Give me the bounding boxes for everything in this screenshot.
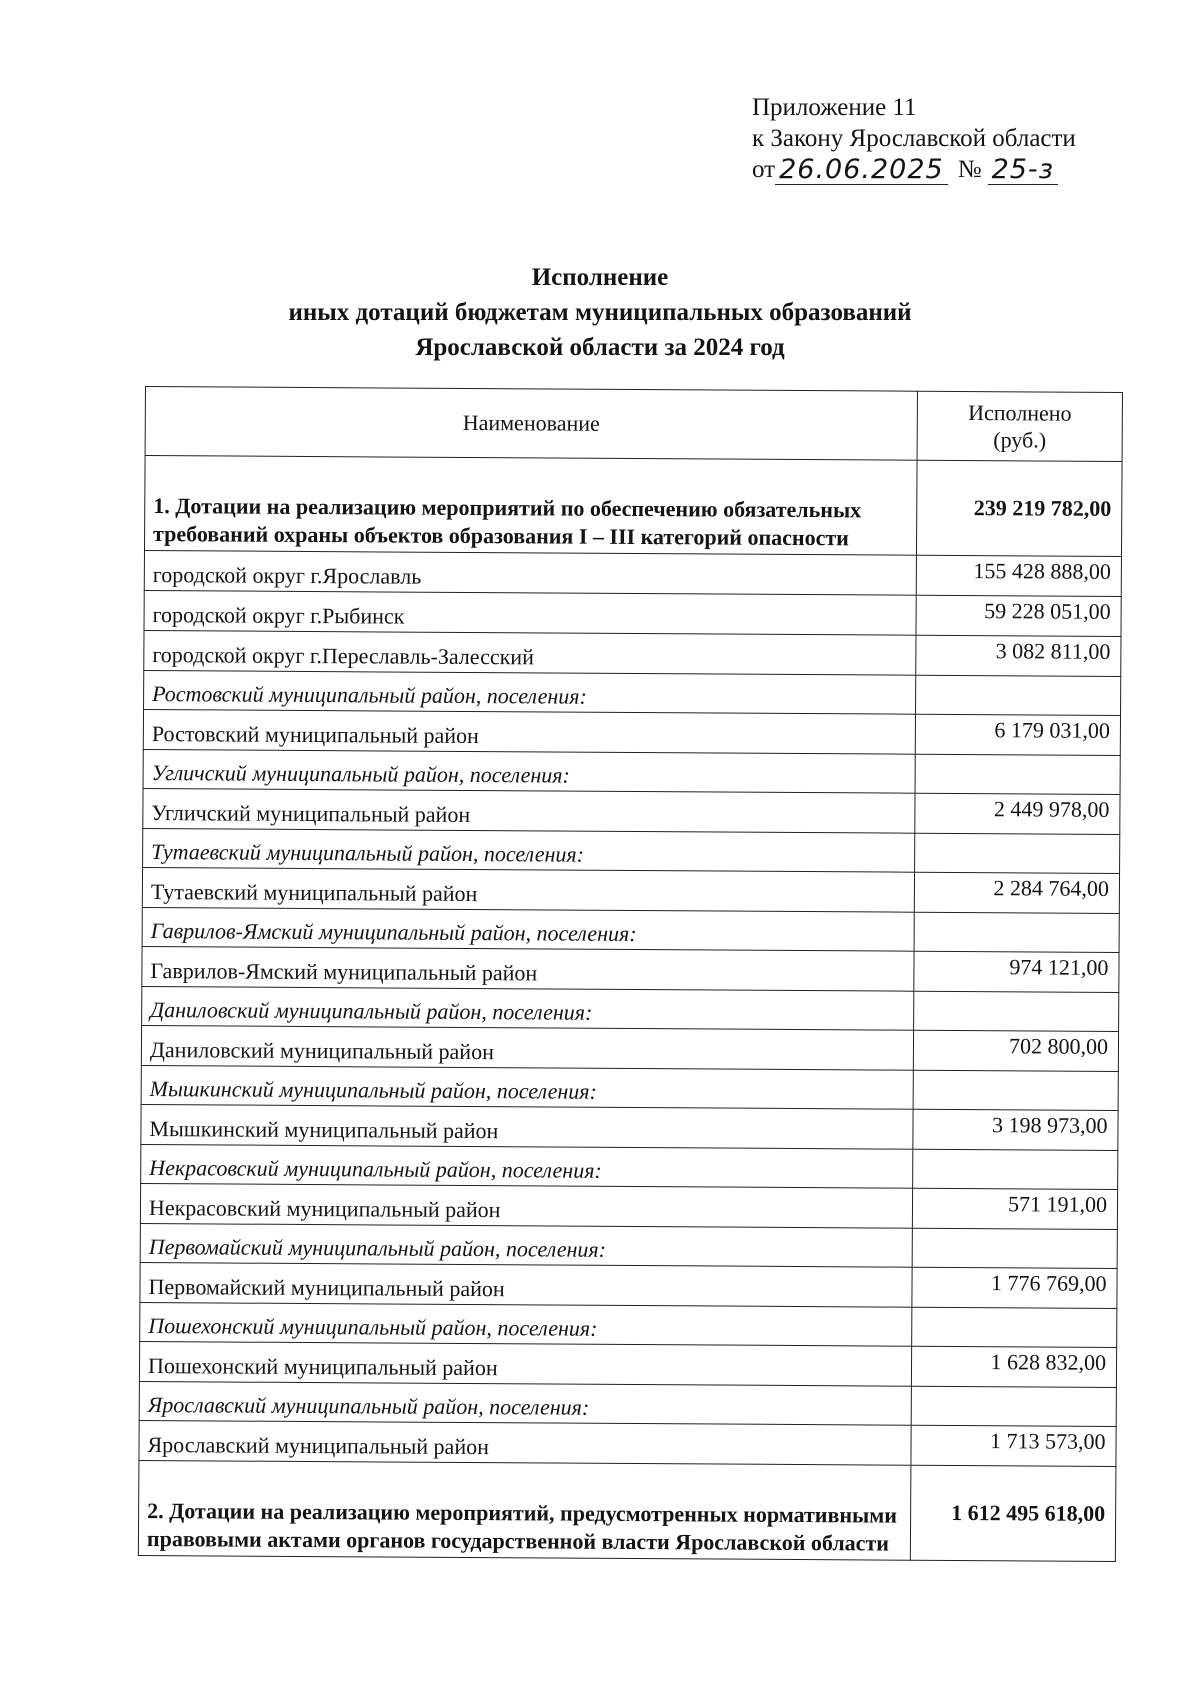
row-name: Пошехонский муниципальный район, поселения: <box>140 1302 912 1346</box>
row-name: Ростовский муниципальный район <box>143 709 915 754</box>
table-row <box>139 1341 1116 1387</box>
subsidies-table <box>138 386 1123 1562</box>
row-name: Первомайский муниципальный район, поселения: <box>140 1223 912 1267</box>
row-value <box>914 912 1119 952</box>
column-header-value <box>917 391 1122 461</box>
row-value: 2 284 764,00 <box>914 872 1119 913</box>
row-value <box>913 1070 1118 1110</box>
row-name: Некрасовский муниципальный район <box>140 1183 912 1228</box>
row-name: Тутаевский муниципальный район <box>142 867 914 912</box>
row-value: 59 228 051,00 <box>916 595 1121 636</box>
row-value: 1 776 769,00 <box>912 1267 1117 1308</box>
column-header-value-line-1: Исполнено <box>968 400 1072 426</box>
row-value: 1 713 573,00 <box>911 1425 1116 1466</box>
row-name: 2. Дотации на реализацию мероприятий, предусмотренных нормативными правовыми актами органов государственной власти Ярославской области <box>138 1460 911 1560</box>
row-name: Первомайский муниципальный район <box>140 1262 912 1307</box>
row-name: городской округ г.Переславль-Залесский <box>144 630 916 675</box>
appendix-header <box>752 92 1076 185</box>
row-value <box>916 675 1121 715</box>
table-row <box>143 788 1120 834</box>
row-value <box>912 1307 1117 1347</box>
table-row-subheading <box>140 1302 1117 1347</box>
row-value: 239 219 782,00 <box>916 460 1122 556</box>
table-row-subheading <box>142 907 1119 952</box>
table-row-subheading <box>143 749 1120 794</box>
table-row <box>141 1104 1118 1150</box>
date-prefix: от <box>752 156 776 183</box>
table-row-subheading <box>141 1065 1118 1110</box>
title-line-3: Ярославской области за 2024 год <box>415 334 785 361</box>
row-name: Ростовский муниципальный район, поселения: <box>144 670 916 714</box>
table-row <box>144 630 1121 676</box>
row-name: Гаврилов-Ямский муниципальный район, поселения: <box>142 907 914 951</box>
appendix-line-2: к Закону Ярославской области <box>752 125 1076 152</box>
row-value: 3 082 811,00 <box>916 635 1121 676</box>
row-value <box>911 1386 1116 1426</box>
row-name: Ярославский муниципальный район, поселения: <box>139 1381 911 1425</box>
row-value <box>915 833 1120 873</box>
row-name: Угличский муниципальный район, поселения: <box>143 749 915 793</box>
row-value: 974 121,00 <box>914 951 1119 992</box>
table-row-section-2 <box>138 1460 1116 1561</box>
table-row-subheading <box>144 670 1121 715</box>
row-value <box>913 1149 1118 1189</box>
table-row <box>141 1025 1118 1071</box>
table-row-subheading <box>139 1381 1116 1426</box>
number-sign: № <box>957 156 982 183</box>
table-row-subheading <box>142 986 1119 1031</box>
document-title <box>0 260 1200 365</box>
table-row <box>144 551 1121 597</box>
table-row <box>143 709 1120 755</box>
row-name: Даниловский муниципальный район <box>141 1025 913 1070</box>
table-header-row <box>145 387 1122 462</box>
table-row-section-1 <box>144 456 1122 557</box>
row-value: 155 428 888,00 <box>916 555 1121 596</box>
row-name: городской округ г.Рыбинск <box>144 590 916 635</box>
row-value: 1 612 495 618,00 <box>910 1465 1116 1561</box>
row-value: 702 800,00 <box>913 1030 1118 1071</box>
row-value: 2 449 978,00 <box>915 793 1120 834</box>
table-row-subheading <box>141 1144 1118 1189</box>
title-line-1: Исполнение <box>531 264 669 291</box>
table-row <box>139 1420 1116 1466</box>
title-line-2: иных дотаций бюджетам муниципальных образований <box>288 299 912 326</box>
row-value: 1 628 832,00 <box>911 1346 1116 1387</box>
row-value <box>912 1228 1117 1268</box>
law-date: 26.06.2025 <box>775 156 948 185</box>
column-header-name: Наименование <box>145 387 917 461</box>
law-reference <box>752 154 1076 185</box>
row-name: 1. Дотации на реализацию мероприятий по обеспечению обязательных требований охраны объектов образования I – III категорий опасности <box>144 456 917 556</box>
row-name: Даниловский муниципальный район, поселения: <box>142 986 914 1030</box>
table-row <box>144 590 1121 636</box>
table-row-subheading <box>140 1223 1117 1268</box>
table-row <box>140 1262 1117 1308</box>
row-name: Некрасовский муниципальный район, поселения: <box>141 1144 913 1188</box>
law-number: 25-з <box>988 156 1058 185</box>
row-name: Ярославский муниципальный район <box>139 1420 911 1465</box>
row-value: 571 191,00 <box>912 1188 1117 1229</box>
row-name: Мышкинский муниципальный район, поселения: <box>141 1065 913 1109</box>
row-name: Гаврилов-Ямский муниципальный район <box>142 946 914 991</box>
row-name: Угличский муниципальный район <box>143 788 915 833</box>
appendix-line-1: Приложение 11 <box>752 94 917 121</box>
row-name: Пошехонский муниципальный район <box>139 1341 911 1386</box>
table-row-subheading <box>143 828 1120 873</box>
row-value <box>914 991 1119 1031</box>
row-name: Тутаевский муниципальный район, поселения: <box>143 828 915 872</box>
table-row <box>142 867 1119 913</box>
column-header-value-line-2: (руб.) <box>993 427 1047 453</box>
table-row <box>140 1183 1117 1229</box>
row-name: Мышкинский муниципальный район <box>141 1104 913 1149</box>
row-value: 3 198 973,00 <box>913 1109 1118 1150</box>
row-value: 6 179 031,00 <box>915 714 1120 755</box>
table-row <box>142 946 1119 992</box>
row-name: городской округ г.Ярославль <box>144 551 916 596</box>
row-value <box>915 754 1120 794</box>
